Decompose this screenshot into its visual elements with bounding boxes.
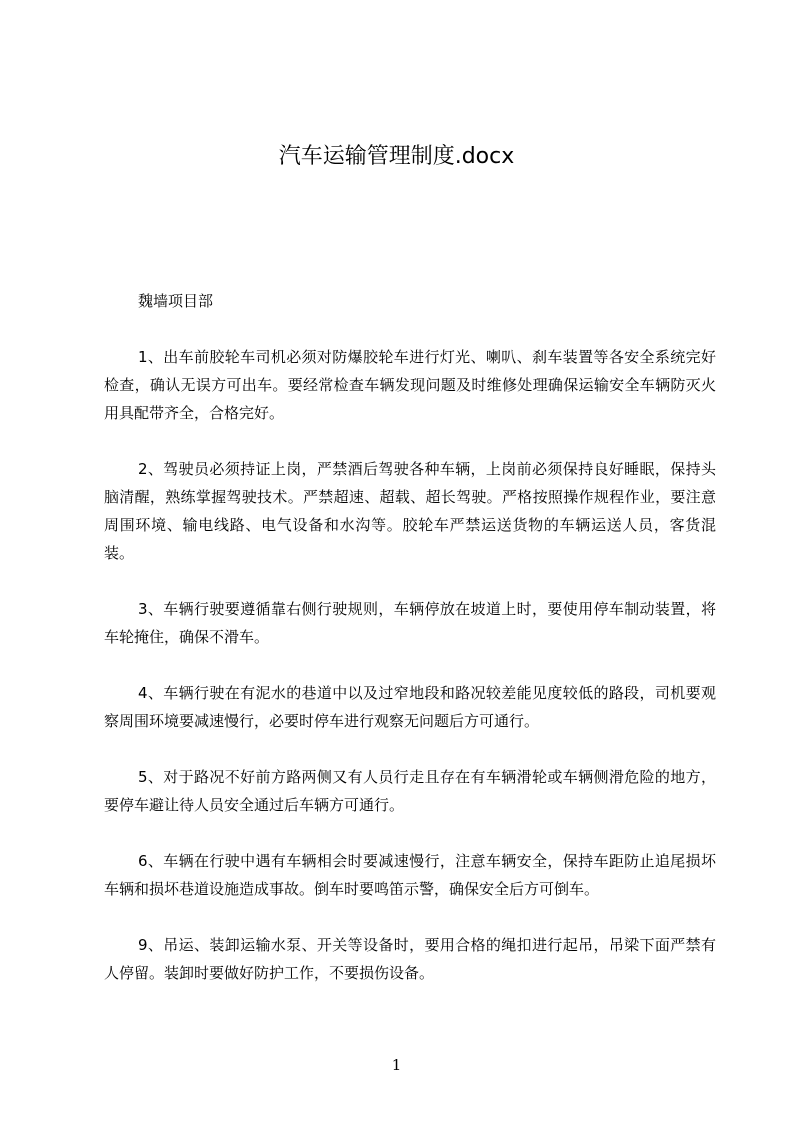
page-number: 1: [391, 1056, 402, 1074]
rule-paragraph: [104, 455, 716, 567]
organization-name: 魏墙项目部: [138, 292, 214, 310]
rule-paragraph: [104, 931, 716, 987]
rule-text: 对于路况不好前方路两侧又有人员行走且存在有车辆滑轮或车辆侧滑危险的地方，要停车避让待人员安全通过后车辆方可通行。: [104, 768, 716, 814]
rule-paragraph: [104, 595, 716, 651]
rule-number: 3、: [138, 600, 164, 618]
rule-text: 车辆在行驶中遇有车辆相会时要减速慢行，注意车辆安全，保持车距防止追尾损坏车辆和损坏巷道设施造成事故。倒车时要鸣笛示警，确保安全后方可倒车。: [104, 852, 716, 898]
rule-number: 9、: [138, 936, 164, 954]
rule-paragraph: [104, 847, 716, 903]
rule-text: 驾驶员必须持证上岗，严禁酒后驾驶各种车辆，上岗前必须保持良好睡眠，保持头脑清醒，熟练掌握驾驶技术。严禁超速、超载、超长驾驶。严格按照操作规程作业，要注意周围环境、输电线路、电气设备和水沟等。胶轮车严禁运送货物的车辆运送人员，客货混装。: [104, 460, 716, 562]
rule-text: 车辆行驶在有泥水的巷道中以及过窄地段和路况较差能见度较低的路段，司机要观察周围环境要减速慢行，必要时停车进行观察无问题后方可通行。: [104, 684, 716, 730]
rule-number: 5、: [138, 768, 164, 786]
rule-paragraph: [104, 343, 716, 427]
rule-text: 出车前胶轮车司机必须对防爆胶轮车进行灯光、喇叭、刹车装置等各安全系统完好检查，确认无误方可出车。要经常检查车辆发现问题及时维修处理确保运输安全车辆防灭火用具配带齐全，合格完好。: [104, 348, 716, 422]
rule-paragraph: [104, 763, 716, 819]
document-body: [104, 287, 716, 1015]
rule-number: 4、: [138, 684, 164, 702]
rule-text: 吊运、装卸运输水泵、开关等设备时，要用合格的绳扣进行起吊，吊梁下面严禁有人停留。装卸时要做好防护工作，不要损伤设备。: [104, 936, 716, 982]
rule-number: 6、: [138, 852, 164, 870]
rule-paragraph: [104, 679, 716, 735]
rule-number: 2、: [138, 460, 164, 478]
document-title: 汽车运输管理制度.docx: [278, 144, 515, 169]
rule-number: 1、: [138, 348, 164, 366]
rule-text: 车辆行驶要遵循靠右侧行驶规则，车辆停放在坡道上时，要使用停车制动装置，将车轮掩住，确保不滑车。: [104, 600, 716, 646]
